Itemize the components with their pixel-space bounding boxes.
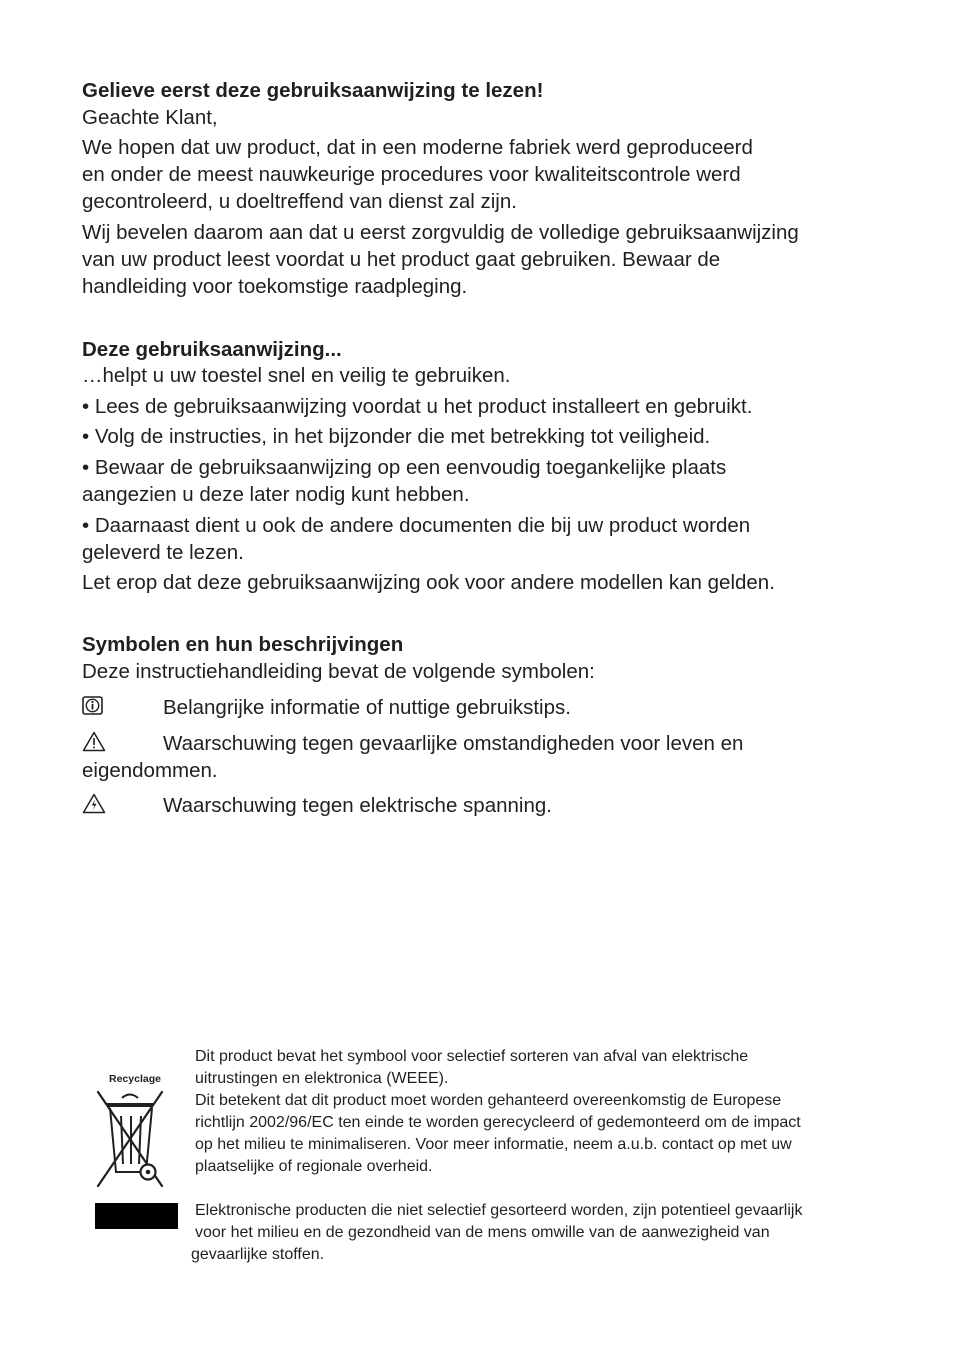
weee-para2-line: voor het milieu en de gezondheid van de mens omwille van de aanwezigheid van bbox=[195, 1224, 770, 1241]
manual-heading: Deze gebruiksaanwijzing... bbox=[82, 338, 342, 361]
weee-para1-line: Dit product bevat het symbool voor selectief sorteren van afval van elektrische bbox=[195, 1048, 749, 1065]
recycle-label: Recyclage bbox=[109, 1073, 161, 1085]
intro-salutation: Geachte Klant, bbox=[82, 106, 218, 129]
intro-para2-line: van uw product leest voordat u het product gaat gebruiken. Bewaar de bbox=[82, 248, 721, 271]
weee-para1-line: uitrustingen en elektronica (WEEE). bbox=[195, 1070, 449, 1087]
symbol-warning-continuation: eigendommen. bbox=[82, 759, 218, 782]
symbols-lead: Deze instructiehandleiding bevat de volgende symbolen: bbox=[82, 660, 595, 683]
weee-para2-line: Elektronische producten die niet selectief gesorteerd worden, zijn potentieel gevaarlijk bbox=[195, 1202, 803, 1219]
separate-collection-bar bbox=[95, 1203, 178, 1229]
weee-para2-line: gevaarlijke stoffen. bbox=[191, 1246, 325, 1263]
intro-para1-line: gecontroleerd, u doeltreffend van dienst zal zijn. bbox=[82, 190, 517, 213]
manual-bullet: • Volg de instructies, in het bijzonder die met betrekking tot veiligheid. bbox=[82, 425, 711, 448]
intro-para2-line: Wij bevelen daarom aan dat u eerst zorgvuldig de volledige gebruiksaanwijzing bbox=[82, 221, 799, 244]
symbol-electric-text: Waarschuwing tegen elektrische spanning. bbox=[163, 794, 552, 817]
intro-para1-line: We hopen dat uw product, dat in een moderne fabriek werd geproduceerd bbox=[82, 136, 753, 159]
manual-bullet-continuation: aangezien u deze later nodig kunt hebben. bbox=[82, 483, 470, 506]
weee-para1-line: Dit betekent dat dit product moet worden gehanteerd overeenkomstig de Europese bbox=[195, 1092, 782, 1109]
manual-bullet: • Lees de gebruiksaanwijzing voordat u het product installeert en gebruikt. bbox=[82, 395, 753, 418]
intro-para1-line: en onder de meest nauwkeurige procedures voor kwaliteitscontrole werd bbox=[82, 163, 741, 186]
weee-para1-line: richtlijn 2002/96/EC ten einde te worden gerecycleerd of gedemonteerd om de impact bbox=[195, 1114, 801, 1131]
manual-bullet-continuation: geleverd te lezen. bbox=[82, 541, 244, 564]
electric-warning-icon bbox=[82, 793, 106, 814]
symbols-heading: Symbolen en hun beschrijvingen bbox=[82, 633, 404, 656]
crossed-bin-icon bbox=[92, 1086, 168, 1190]
info-icon bbox=[82, 696, 103, 715]
manual-lead: …helpt u uw toestel snel en veilig te gebruiken. bbox=[82, 364, 511, 387]
symbol-info-text: Belangrijke informatie of nuttige gebruikstips. bbox=[163, 696, 571, 719]
symbol-warning-text: Waarschuwing tegen gevaarlijke omstandigheden voor leven en bbox=[163, 732, 744, 755]
manual-bullet: • Daarnaast dient u ook de andere documenten die bij uw product worden bbox=[82, 514, 751, 537]
weee-para1-line: plaatselijke of regionale overheid. bbox=[195, 1158, 433, 1175]
warning-icon bbox=[82, 731, 106, 752]
intro-para2-line: handleiding voor toekomstige raadpleging. bbox=[82, 275, 468, 298]
manual-bullet: • Bewaar de gebruiksaanwijzing op een eenvoudig toegankelijke plaats bbox=[82, 456, 727, 479]
weee-para1-line: op het milieu te minimaliseren. Voor meer informatie, neem a.u.b. contact op met uw bbox=[195, 1136, 792, 1153]
intro-heading: Gelieve eerst deze gebruiksaanwijzing te lezen! bbox=[82, 79, 544, 102]
manual-note: Let erop dat deze gebruiksaanwijzing ook voor andere modellen kan gelden. bbox=[82, 571, 775, 594]
